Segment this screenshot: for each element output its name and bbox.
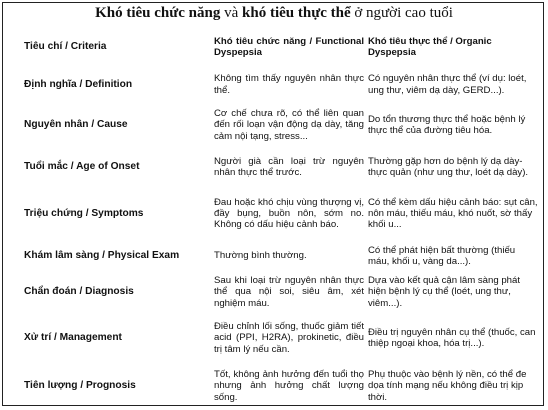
comparison-table: [24, 28, 540, 408]
functional-cell: Đau hoặc khó chịu vùng thượng vị, đầy bụng, buồn nôn, sớm no. Không có dấu hiệu cảnh báo.: [214, 196, 364, 231]
organic-cell: Có thể phát hiện bất thường (thiếu máu, khối u, vàng da...).: [368, 244, 516, 267]
organic-cell: Có nguyên nhân thực thể (ví dụ: loét, ung thư, viêm dạ dày, GERD...).: [368, 73, 527, 96]
organic-cell: Do tổn thương thực thể hoặc bệnh lý thực thể của đường tiêu hóa.: [368, 113, 526, 136]
table-row: [24, 187, 540, 240]
header-criteria: Tiêu chí / Criteria: [24, 41, 107, 53]
header-organic: Khó tiêu thực thể / Organic Dyspepsia: [368, 35, 492, 58]
functional-cell: Sau khi loại trừ nguyên nhân thực thể qua nội soi, siêu âm, xét nghiệm máu.: [214, 275, 364, 309]
table-row: [24, 147, 540, 187]
criteria-cell: Khám lâm sàng / Physical Exam: [24, 250, 180, 262]
header-functional: Khó tiêu chức năng / Functional Dyspepsia: [214, 35, 364, 58]
table-row: [24, 240, 540, 272]
title-bold-2: khó tiêu thực thể: [242, 5, 351, 21]
title-bold-1: Khó tiêu chức năng: [95, 5, 221, 21]
criteria-cell: Tiên lượng / Prognosis: [24, 380, 136, 392]
table-row: [24, 272, 540, 312]
functional-cell: Cơ chế chưa rõ, có thể liên quan đến rối loạn vận động dạ dày, tăng cảm nội tạng, stress...: [214, 108, 364, 142]
criteria-cell: Chẩn đoán / Diagnosis: [24, 286, 134, 298]
organic-cell: Phụ thuộc vào bệnh lý nền, có thể đe dọa tính mạng nếu không điều trị kịp thời.: [368, 369, 527, 403]
criteria-cell: Triệu chứng / Symptoms: [24, 207, 144, 219]
organic-cell: Điều trị nguyên nhân cụ thể (thuốc, can thiệp ngoại khoa, hóa trị...).: [368, 326, 536, 349]
title-conjunction: và: [220, 5, 243, 21]
criteria-cell: Định nghĩa / Definition: [24, 78, 133, 90]
functional-cell: Thường bình thường.: [214, 250, 307, 262]
table-row: [24, 66, 540, 103]
organic-cell: Có thể kèm dấu hiệu cảnh báo: sụt cân, nôn máu, thiếu máu, khó nuốt, sờ thấy khối u...: [368, 196, 538, 231]
table-header-row: [24, 28, 540, 66]
table-row: [24, 103, 540, 147]
table-row: [24, 364, 540, 408]
functional-cell: Không tìm thấy nguyên nhân thực thể.: [214, 73, 364, 96]
page-title: [0, 4, 548, 22]
criteria-cell: Xử trí / Management: [24, 332, 122, 344]
criteria-cell: Nguyên nhân / Cause: [24, 119, 128, 131]
organic-cell: Dựa vào kết quả cận lâm sàng phát hiện bệnh lý cụ thể (loét, ung thư, viêm...).: [368, 275, 521, 309]
criteria-cell: Tuổi mắc / Age of Onset: [24, 161, 140, 173]
title-rest: ở người cao tuổi: [350, 5, 453, 21]
functional-cell: Điều chỉnh lối sống, thuốc giảm tiết acid (PPI, H2RA), prokinetic, điều trị tâm lý nếu cần.: [214, 321, 364, 355]
organic-cell: Thường gặp hơn do bệnh lý dạ dày-thực quản (như ung thư, loét dạ dày).: [368, 155, 529, 178]
table-row: [24, 312, 540, 364]
functional-cell: Tốt, không ảnh hưởng đến tuổi thọ nhưng ảnh hưởng chất lượng sống.: [214, 369, 364, 403]
functional-cell: Người già cần loại trừ nguyên nhân thực thể trước.: [214, 155, 364, 178]
